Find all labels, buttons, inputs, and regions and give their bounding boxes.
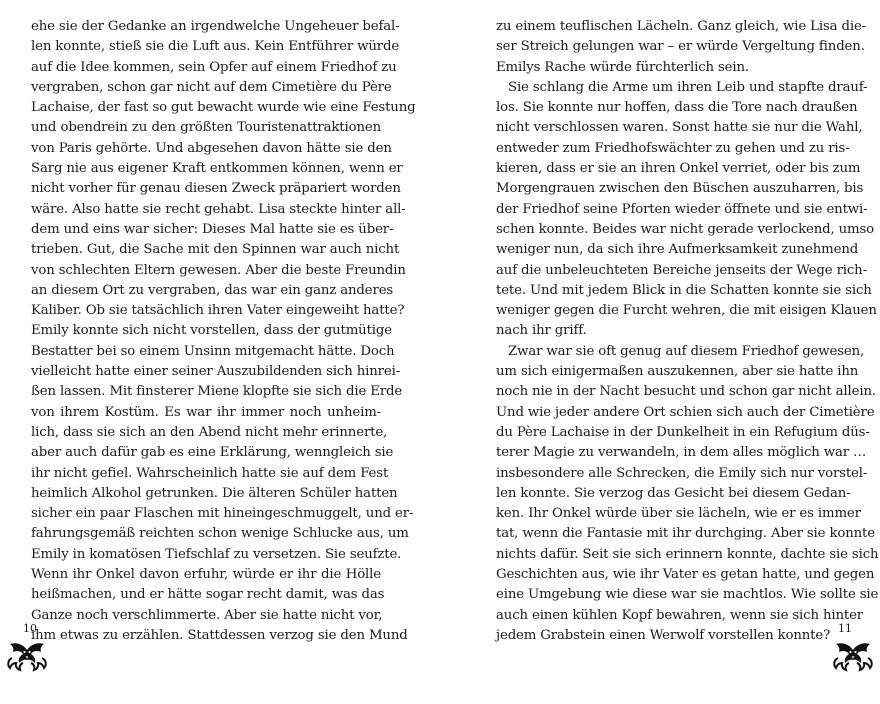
text-line: noch nie in der Nacht besucht und schon gar nicht allein. [496,384,876,400]
text-line: von schlechten Eltern gewesen. Aber die beste Freundin [31,262,406,278]
text-line: jedem Grabstein einen Werwolf vorstellen konnte? [496,627,831,643]
text-line: um sich einigermaßen auszukennen, aber sie hatte ihn [496,364,859,380]
text-line: len konnte, stieß sie die Luft aus. Kein Entführer würde [31,39,400,55]
text-line: ken. Ihr Onkel würde über sie lächeln, wie er es immer [496,506,861,522]
text-line: nicht verschlossen waren. Sonst hatte sie nur die Wahl, [496,120,863,136]
text-line: auf die Idee kommen, sein Opfer auf einem Friedhof zu [31,59,397,75]
text-line: kieren, dass er sie an ihren Onkel verriet, oder bis zum [496,161,861,177]
text-line: Sarg nie aus eigener Kraft entkommen können, wenn er [31,161,403,177]
text-line: los. Sie konnte nur hoffen, dass die Tore nach draußen [496,100,858,116]
text-line: weniger gegen die Furcht wehren, die mit eisigen Klauen [496,303,877,319]
text-line: Ganze noch verschlimmerte. Aber sie hatte nicht vor, [31,607,383,623]
text-line: Morgengrauen zwischen den Büschen auszuharren, bis [496,181,864,197]
text-line: aber auch dafür gab es eine Erklärung, wenngleich sie [31,445,394,461]
page-number: 10 [23,622,37,635]
text-line: Bestatter bei so einem Unsinn mitgemacht hätte. Doch [31,343,395,359]
text-line: ehe sie der Gedanke an irgendwelche Ungeheuer befal- [31,19,400,34]
text-line: nicht vorher für genau diesen Zweck präpariert worden [31,181,401,197]
text-line: ser Streich gelungen war – er würde Vergeltung finden. [496,39,865,55]
text-line: tete. Und mit jedem Blick in die Schatten konnte sie sich [496,282,872,298]
text-line: und obendrein zu den größten Touristenattraktionen [31,120,381,136]
text-line: heimlich Alkohol getrunken. Die älteren Schüler hatten [31,485,398,501]
text-line: entweder zum Friedhofswächter zu gehen und zu ris- [496,140,850,156]
text-line: auf die unbeleuchteten Bereiche jenseits der Wege rich- [496,262,867,278]
right-page-text [496,17,879,646]
page-number: 11 [838,622,852,635]
text-line: ßen lassen. Mit finsterer Miene klopfte sie sich die Erde [31,384,403,400]
text-line: Emilys Rache würde fürchterlich sein. [496,59,749,75]
text-line: wäre. Also hatte sie recht gehabt. Lisa steckte hinter all- [31,201,406,217]
text-line: schen konnte. Beides war nicht gerade verlockend, umso [496,221,875,237]
text-line: vielleicht hatte einer seiner Auszubildenden sich hinrei- [31,364,401,380]
text-line: Zwar war sie oft genug auf diesem Friedhof gewesen, [508,343,865,359]
text-line: Wenn ihr Onkel davon erfuhr, würde er ihr die Hölle [31,567,381,583]
text-line: weniger nun, da sich ihre Aufmerksamkeit zunehmend [496,242,859,258]
text-line: vergraben, schon gar nicht auf dem Cimetière du Père [31,79,392,95]
left-page-text [31,17,416,646]
text-line: len konnte. Sie verzog das Gesicht bei diesem Gedan- [496,485,851,501]
text-line: sicher ein paar Flaschen mit hineingeschmuggelt, und er- [31,506,414,522]
text-line: Kaliber. Ob sie tatsächlich ihren Vater eingeweiht hatte? [31,303,405,319]
text-line: ihm etwas zu erzählen. Stattdessen verzog sie den Mund [31,627,408,643]
right-page [440,0,880,704]
text-line: Emily konnte sich nicht vorstellen, dass der gutmütige [31,323,392,339]
text-line: heißmachen, und er hätte sogar recht damit, was das [31,587,385,603]
text-line: trieben. Gut, die Sache mit den Spinnen war auch nicht [31,242,400,258]
text-line: terer Magie zu verwandeln, in dem alles möglich war … [496,445,867,461]
text-line: der Friedhof seine Pforten wieder öffnete und sie entwi- [496,201,868,217]
text-line: Und wie jeder andere Ort schien sich auch der Cimetière [496,404,875,420]
text-line: Lachaise, der fast so gut bewacht wurde wie eine Festung [31,100,416,116]
text-line: Sie schlang die Arme um ihren Leib und stapfte drauf- [508,79,868,95]
text-line: Geschichten aus, wie ihr Vater es getan hatte, und gegen [496,567,875,583]
text-line: insbesondere alle Schrecken, die Emily sich nur vorstel- [496,465,868,481]
text-line: nichts dafür. Seit sie sich erinnern konnte, dachte sie sich [496,546,879,562]
text-line: fahrungsgemäß reichten schon wenige Schlucke aus, um [31,526,409,542]
text-line: tat, wenn die Fantasie mit ihr durchging. Aber sie konnte [496,526,875,542]
text-line: nach ihr griff. [496,323,587,339]
text-line: von Paris gehörte. Und abgesehen davon hätte sie den [31,140,392,156]
text-line: Emily in komatösen Tiefschlaf zu versetzen. Sie seufzte. [31,546,402,562]
text-line: von ihrem Kostüm. Es war ihr immer noch unheim- [31,404,381,420]
bat-ornament-icon [4,632,50,674]
text-line: lich, dass sie sich an den Abend nicht mehr erinnerte, [31,424,388,440]
text-line: an diesem Ort zu vergraben, das war ein ganz anderes [31,282,394,298]
text-line: eine Umgebung wie diese war sie machtlos. Wie sollte sie [496,587,879,603]
text-line: ihr nicht gefiel. Wahrscheinlich hatte sie auf dem Fest [31,465,389,481]
text-line: dem und eins war sicher: Dieses Mal hatte sie es über- [31,221,394,237]
text-line: zu einem teuflischen Lächeln. Ganz gleich, wie Lisa die- [496,19,867,34]
text-line: du Père Lachaise in der Dunkelheit in ein Refugium düs- [496,424,870,440]
bat-ornament-icon [830,632,876,674]
text-line: auch einen kühlen Kopf bewahren, wenn sie sich hinter [496,607,863,623]
